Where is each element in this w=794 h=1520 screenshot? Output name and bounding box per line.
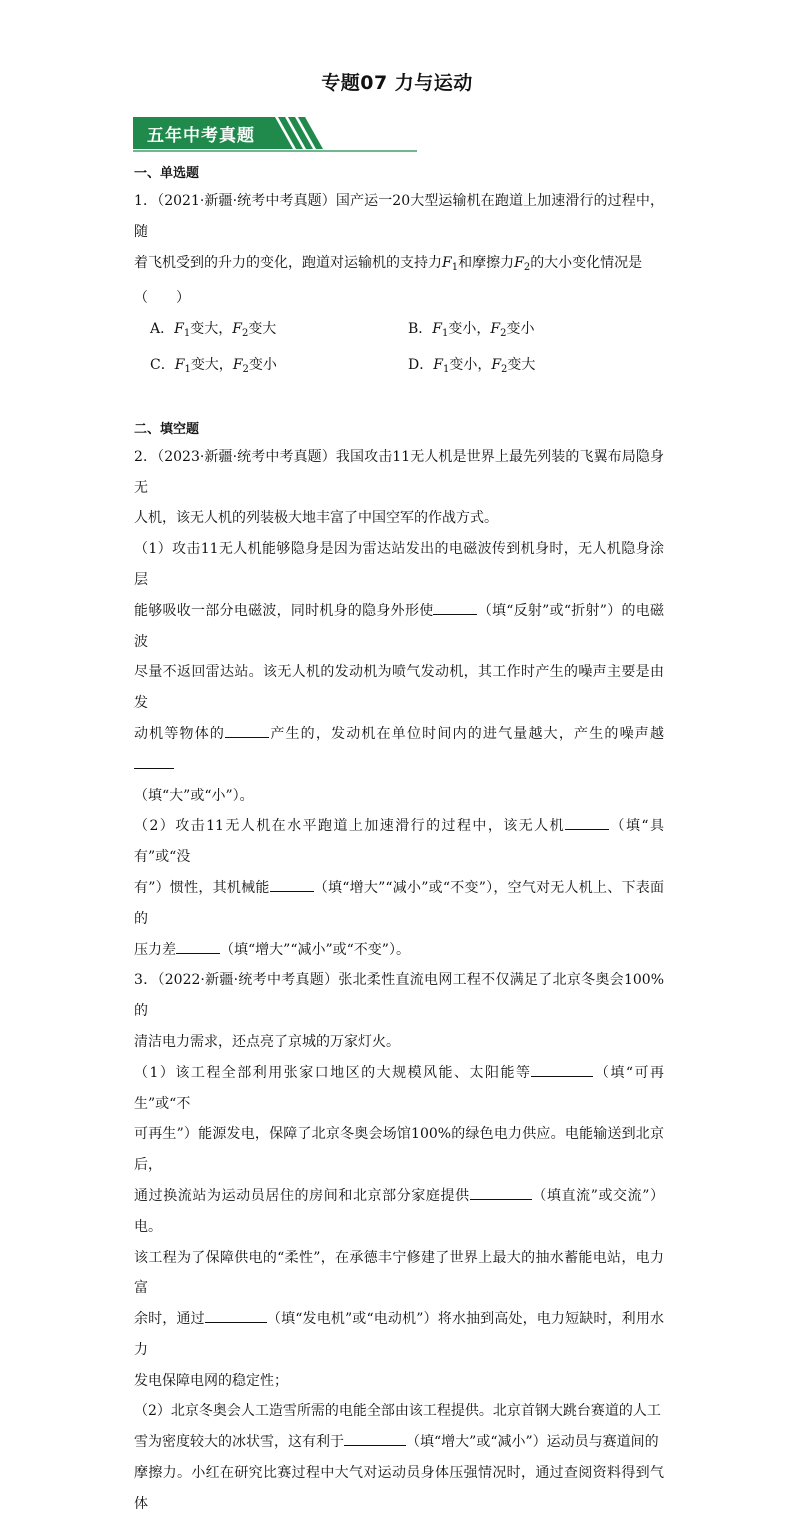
- banner-label: 五年中考真题: [147, 126, 255, 146]
- question-2: 2．（2023·新疆·统考中考真题）我国攻击11无人机是世界上最先列装的飞翼布局隐身无 人机，该无人机的列装极大地丰富了中国空军的作战方式。 （1）攻击11无人机能够隐身是因为雷达站发出的电磁波传到机身时，无人机隐身涂层 能够吸收一部分电磁波，同时机身的隐身外形使 （填“反射”或“折射”）的电磁波 尽量不返回雷达站。该无人机的发动机为喷气发动机，其工作时产生的噪声主要是由发 动机等物体的 产生的，发动机在单位时间内的进气量越大，产生的噪声越 （填“大”或“小”）。 （2）攻击11无人机在水平跑道上加速滑行的过程中，该无人机 （填“具有”或“没 有”）惯性，其机械能 （填“增大”“减小”或“不变”），空气对无人机上、下表面的 压力差 （填“增大”“减小”或“不变”）。: [134, 448, 664, 958]
- option-d[interactable]: D．$F_1$变小，$F_2$变大: [408, 356, 536, 375]
- answer-blank[interactable]: [176, 939, 220, 954]
- question-1: 1．（2021·新疆·统考中考真题）国产运一20大型运输机在跑道上加速滑行的过程中，随 着飞机受到的升力的变化，跑道对运输机的支持力$F_1$和摩擦力$F_2$的大小变化情况是 （ ）: [134, 193, 664, 307]
- answer-blank[interactable]: [565, 815, 609, 830]
- answer-blank[interactable]: [531, 1062, 593, 1077]
- option-c[interactable]: C．$F_1$变大，$F_2$变小: [150, 356, 277, 375]
- document-content: [134, 162, 664, 1520]
- section-heading-fill-blank: 二、填空题: [134, 421, 200, 437]
- option-a[interactable]: A．$F_1$变大，$F_2$变大: [150, 321, 277, 340]
- question-3: 3．（2022·新疆·统考中考真题）张北柔性直流电网工程不仅满足了北京冬奥会100%的 清洁电力需求，还点亮了京城的万家灯火。 （1）该工程全部利用张家口地区的大规模风能、太阳能等 （填“可再生”或“不 可再生”）能源发电，保障了北京冬奥会场馆100%的绿色电力供应。电能输送到北京后， 通过换流站为运动员居住的房间和北京部分家庭提供 （填直流”或交流”）电。 该工程为了保障供电的“柔性”，在承德丰宁修建了世界上最大的抽水蓄能电站，电力富 余时，通过 （填“发电机”或“电动机”）将水抽到高处，电力短缺时，利用水力 发电保障电网的稳定性； （2）北京冬奥会人工造雪所需的电能全部由该工程提供。北京首钢大跳台赛道的人工 雪为密度较大的冰状雪，这有利于 （填“增大”或“减小”）运动员与赛道间的 摩擦力。小红在研究比赛过程中大气对运动员身体压强情况时，通过查阅资料得到气体: [134, 972, 664, 1512]
- answer-blank[interactable]: [433, 600, 477, 615]
- answer-blank[interactable]: [225, 723, 269, 738]
- section-spacer: [134, 386, 664, 418]
- answer-blank[interactable]: [134, 754, 174, 769]
- question-1-options: [134, 314, 664, 386]
- answer-blank[interactable]: [270, 877, 314, 892]
- section-heading-single-choice: 一、单选题: [134, 166, 200, 181]
- option-b[interactable]: B．$F_1$变小，$F_2$变小: [408, 321, 535, 340]
- page-title: 专题07 力与运动: [321, 72, 473, 94]
- answer-blank[interactable]: [470, 1185, 532, 1200]
- section-banner: [133, 115, 423, 153]
- answer-blank[interactable]: [344, 1431, 406, 1446]
- answer-blank[interactable]: [205, 1308, 267, 1323]
